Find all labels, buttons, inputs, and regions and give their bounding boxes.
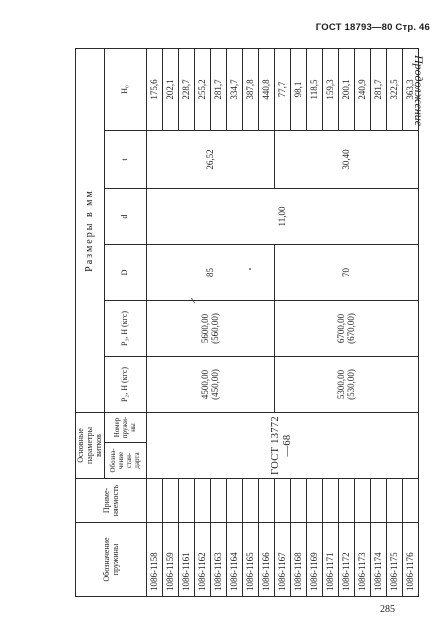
col-header-p2: P₂, Н (кгс)	[104, 357, 146, 413]
cell-applicability	[178, 479, 194, 523]
cell-applicability	[386, 479, 402, 523]
cell-h0: 200,1	[338, 48, 354, 130]
cell-h0: 175,6	[146, 48, 162, 130]
cell-p2: 4500,00 (450,00)	[146, 357, 274, 413]
cell-p2: 5300,00 (530,00)	[274, 357, 418, 413]
cell-designation: 1086-1166	[258, 523, 274, 597]
cell-designation: 1086-1176	[402, 523, 418, 597]
cell-designation: 1086-1159	[162, 523, 178, 597]
cell-h0: 159,3	[322, 48, 338, 130]
col-header-t: t	[104, 131, 146, 189]
col-header-h0: H₀	[104, 48, 146, 130]
cell-applicability	[226, 479, 242, 523]
cell-applicability	[370, 479, 386, 523]
col-header-applicability: Приме-няемость	[76, 479, 147, 523]
cell-applicability	[274, 479, 290, 523]
col-header-sizes: Размеры в мм	[76, 48, 105, 412]
cell-p3: 5600,00 (560,00)	[146, 301, 274, 357]
cell-designation: 1086-1175	[386, 523, 402, 597]
cell-applicability	[258, 479, 274, 523]
cell-applicability	[146, 479, 162, 523]
cell-applicability	[402, 479, 418, 523]
cell-h0: 281,7	[370, 48, 386, 130]
cell-designation: 1086-1168	[290, 523, 306, 597]
continuation-label: Продолжение	[412, 55, 426, 127]
cell-h0: 98,1	[290, 48, 306, 130]
cell-designation: 1086-1173	[354, 523, 370, 597]
col-header-std: Обозна-чение стан-дарта	[104, 443, 146, 479]
cell-p3: 6700,00 (670,00)	[274, 301, 418, 357]
cell-designation: 1086-1161	[178, 523, 194, 597]
cell-designation: 1086-1162	[194, 523, 210, 597]
cell-designation: 1086-1174	[370, 523, 386, 597]
cell-applicability	[194, 479, 210, 523]
cell-h0: 440,8	[258, 48, 274, 130]
page-header: ГОСТ 18793—80 Стр. 46	[315, 22, 430, 33]
cell-applicability	[242, 479, 258, 523]
cell-d: 11,00	[146, 189, 418, 245]
table-row	[274, 48, 290, 596]
col-header-D: D	[104, 245, 146, 301]
cell-designation: 1086-1167	[274, 523, 290, 597]
cell-t: 26,52	[146, 131, 274, 189]
cell-h0: 240,9	[354, 48, 370, 130]
cell-h0: 387,8	[242, 48, 258, 130]
cell-t: 30,40	[274, 131, 418, 189]
cell-h0: 202,1	[162, 48, 178, 130]
cell-D: 70	[274, 245, 418, 301]
cell-designation: 1086-1164	[226, 523, 242, 597]
spring-table-wrap	[75, 49, 415, 597]
cell-applicability	[306, 479, 322, 523]
header-row	[76, 48, 105, 596]
spring-table	[75, 48, 419, 597]
cell-applicability	[162, 479, 178, 523]
cell-designation: 1086-1171	[322, 523, 338, 597]
cell-applicability	[354, 479, 370, 523]
cell-designation: 1086-1169	[306, 523, 322, 597]
col-header-d: d	[104, 189, 146, 245]
cell-h0: 118,5	[306, 48, 322, 130]
std-text: ГОСТ 13772—68	[270, 416, 294, 475]
col-header-item-number: Номер пружи-ны	[104, 413, 146, 443]
cell-h0: 363,3	[402, 48, 418, 130]
cell-designation: 1086-1172	[338, 523, 354, 597]
cell-h0: 322,5	[386, 48, 402, 130]
cell-D: 85	[146, 245, 274, 301]
cell-h0: 228,7	[178, 48, 194, 130]
cell-applicability	[210, 479, 226, 523]
cell-std	[146, 413, 418, 479]
col-header-base-params: Основные параметры витков	[76, 413, 105, 479]
cell-designation: 1086-1165	[242, 523, 258, 597]
continuation-label-wrap	[412, 55, 427, 127]
col-header-designation: Обозначение пружины	[76, 523, 147, 597]
cell-h0: 77,7	[274, 48, 290, 130]
cell-applicability	[322, 479, 338, 523]
page-number: 285	[380, 604, 395, 615]
table-body	[76, 48, 419, 596]
cell-applicability	[338, 479, 354, 523]
cell-h0: 334,7	[226, 48, 242, 130]
cell-designation: 1086-1163	[210, 523, 226, 597]
cell-h0: 255,2	[194, 48, 210, 130]
cell-applicability	[290, 479, 306, 523]
cell-designation: 1086-1158	[146, 523, 162, 597]
cell-h0: 281,7	[210, 48, 226, 130]
col-header-p3: P₃, Н (кгс)	[104, 301, 146, 357]
table-row	[146, 48, 162, 596]
